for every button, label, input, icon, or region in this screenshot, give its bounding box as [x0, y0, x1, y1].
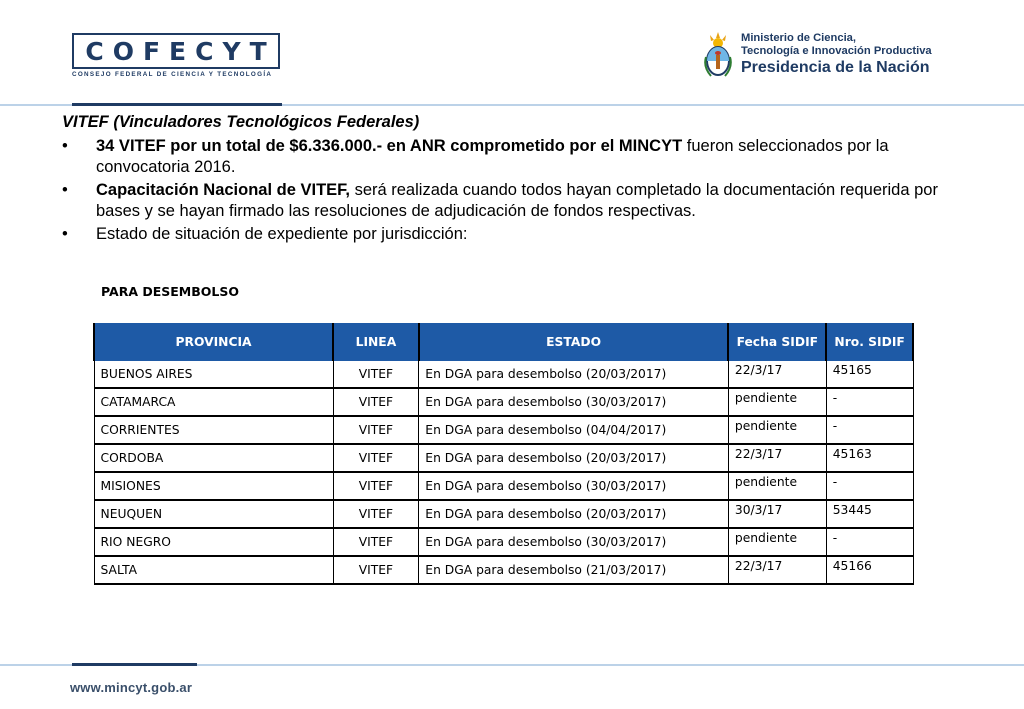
header-fecha-sidif: Fecha SIDIF [728, 323, 826, 361]
cell-estado: En DGA para desembolso (04/04/2017) [419, 416, 729, 444]
cell-nro-sidif: - [826, 528, 913, 556]
cell-provincia: CATAMARCA [94, 388, 333, 416]
table-row [94, 472, 913, 500]
argentina-coat-of-arms-icon [703, 31, 733, 79]
cell-linea: VITEF [333, 500, 419, 528]
cell-fecha-sidif: 22/3/17 [728, 361, 826, 388]
bullet-text: Estado de situación de expediente por jurisdicción: [96, 225, 468, 243]
bullet-bold-text: 34 VITEF por un total de $6.336.000.- en ANR comprometido por el MINCYT [96, 137, 683, 155]
table-row [94, 500, 913, 528]
bullet-bold-text: Capacitación Nacional de VITEF, [96, 181, 350, 199]
table-row [94, 388, 913, 416]
cell-provincia: MISIONES [94, 472, 333, 500]
cofecyt-logo [72, 33, 280, 69]
cell-provincia: CORRIENTES [94, 416, 333, 444]
table-row [94, 556, 913, 584]
bullet-dot: • [62, 137, 68, 155]
cell-fecha-sidif: 22/3/17 [728, 444, 826, 472]
presidencia-line: Presidencia de la Nación [741, 59, 930, 76]
bullet-dot: • [62, 225, 68, 243]
bullet-text: será realizada cuando todos hayan completado la documentación requerida por bases y se hayan firmado las resoluciones de adjudicación de fondos respectivas. [96, 181, 938, 220]
table-row [94, 528, 913, 556]
ministry-line-2: Tecnología e Innovación Productiva [741, 45, 932, 57]
slide-heading: VITEF (Vinculadores Tecnológicos Federales) [62, 113, 420, 131]
table-row [94, 416, 913, 444]
cell-linea: VITEF [333, 444, 419, 472]
table-row [94, 361, 913, 388]
cell-provincia: RIO NEGRO [94, 528, 333, 556]
section-label: PARA DESEMBOLSO [101, 284, 239, 299]
bullet-item-capacitacion [62, 180, 962, 222]
cell-fecha-sidif: pendiente [728, 388, 826, 416]
table-header-row [94, 323, 913, 361]
cell-estado: En DGA para desembolso (30/03/2017) [419, 472, 729, 500]
table-body [94, 361, 913, 584]
footer-url: www.mincyt.gob.ar [70, 680, 193, 695]
bullet-item-vitef-total [62, 136, 962, 178]
cell-nro-sidif: 45165 [826, 361, 913, 388]
cell-estado: En DGA para desembolso (20/03/2017) [419, 444, 729, 472]
cell-linea: VITEF [333, 416, 419, 444]
cell-nro-sidif: - [826, 388, 913, 416]
cell-nro-sidif: 53445 [826, 500, 913, 528]
header-nro-sidif: Nro. SIDIF [826, 323, 913, 361]
cell-linea: VITEF [333, 388, 419, 416]
cell-fecha-sidif: 30/3/17 [728, 500, 826, 528]
cofecyt-logo-text: COFECYT [85, 36, 276, 66]
cell-estado: En DGA para desembolso (30/03/2017) [419, 388, 729, 416]
cell-estado: En DGA para desembolso (20/03/2017) [419, 361, 729, 388]
bullet-text: fueron seleccionados por la convocatoria 2016. [96, 137, 889, 176]
cell-nro-sidif: - [826, 472, 913, 500]
slide-content [62, 112, 962, 247]
cell-nro-sidif: - [826, 416, 913, 444]
cell-linea: VITEF [333, 556, 419, 584]
ministry-line-1: Ministerio de Ciencia, [741, 32, 857, 44]
cofecyt-logo-subtitle: CONSEJO FEDERAL DE CIENCIA Y TECNOLOGÍA [72, 71, 273, 78]
cell-linea: VITEF [333, 528, 419, 556]
disbursement-table [93, 323, 914, 585]
table-row [94, 444, 913, 472]
bullet-dot: • [62, 181, 68, 199]
cell-fecha-sidif: pendiente [728, 528, 826, 556]
cell-fecha-sidif: pendiente [728, 472, 826, 500]
top-divider-accent [72, 103, 282, 106]
header-linea: LINEA [333, 323, 419, 361]
bullet-list [62, 136, 962, 245]
header-provincia: PROVINCIA [94, 323, 333, 361]
cell-estado: En DGA para desembolso (20/03/2017) [419, 500, 729, 528]
cell-linea: VITEF [333, 472, 419, 500]
cell-nro-sidif: 45166 [826, 556, 913, 584]
cell-estado: En DGA para desembolso (30/03/2017) [419, 528, 729, 556]
cell-provincia: NEUQUEN [94, 500, 333, 528]
cell-fecha-sidif: pendiente [728, 416, 826, 444]
cell-fecha-sidif: 22/3/17 [728, 556, 826, 584]
header-estado: ESTADO [419, 323, 729, 361]
bullet-item-estado [62, 224, 962, 245]
bottom-divider-accent [72, 663, 197, 666]
cell-provincia: BUENOS AIRES [94, 361, 333, 388]
cell-estado: En DGA para desembolso (21/03/2017) [419, 556, 729, 584]
ministry-heading [741, 32, 932, 78]
cell-linea: VITEF [333, 361, 419, 388]
cell-provincia: CORDOBA [94, 444, 333, 472]
cell-nro-sidif: 45163 [826, 444, 913, 472]
cell-provincia: SALTA [94, 556, 333, 584]
